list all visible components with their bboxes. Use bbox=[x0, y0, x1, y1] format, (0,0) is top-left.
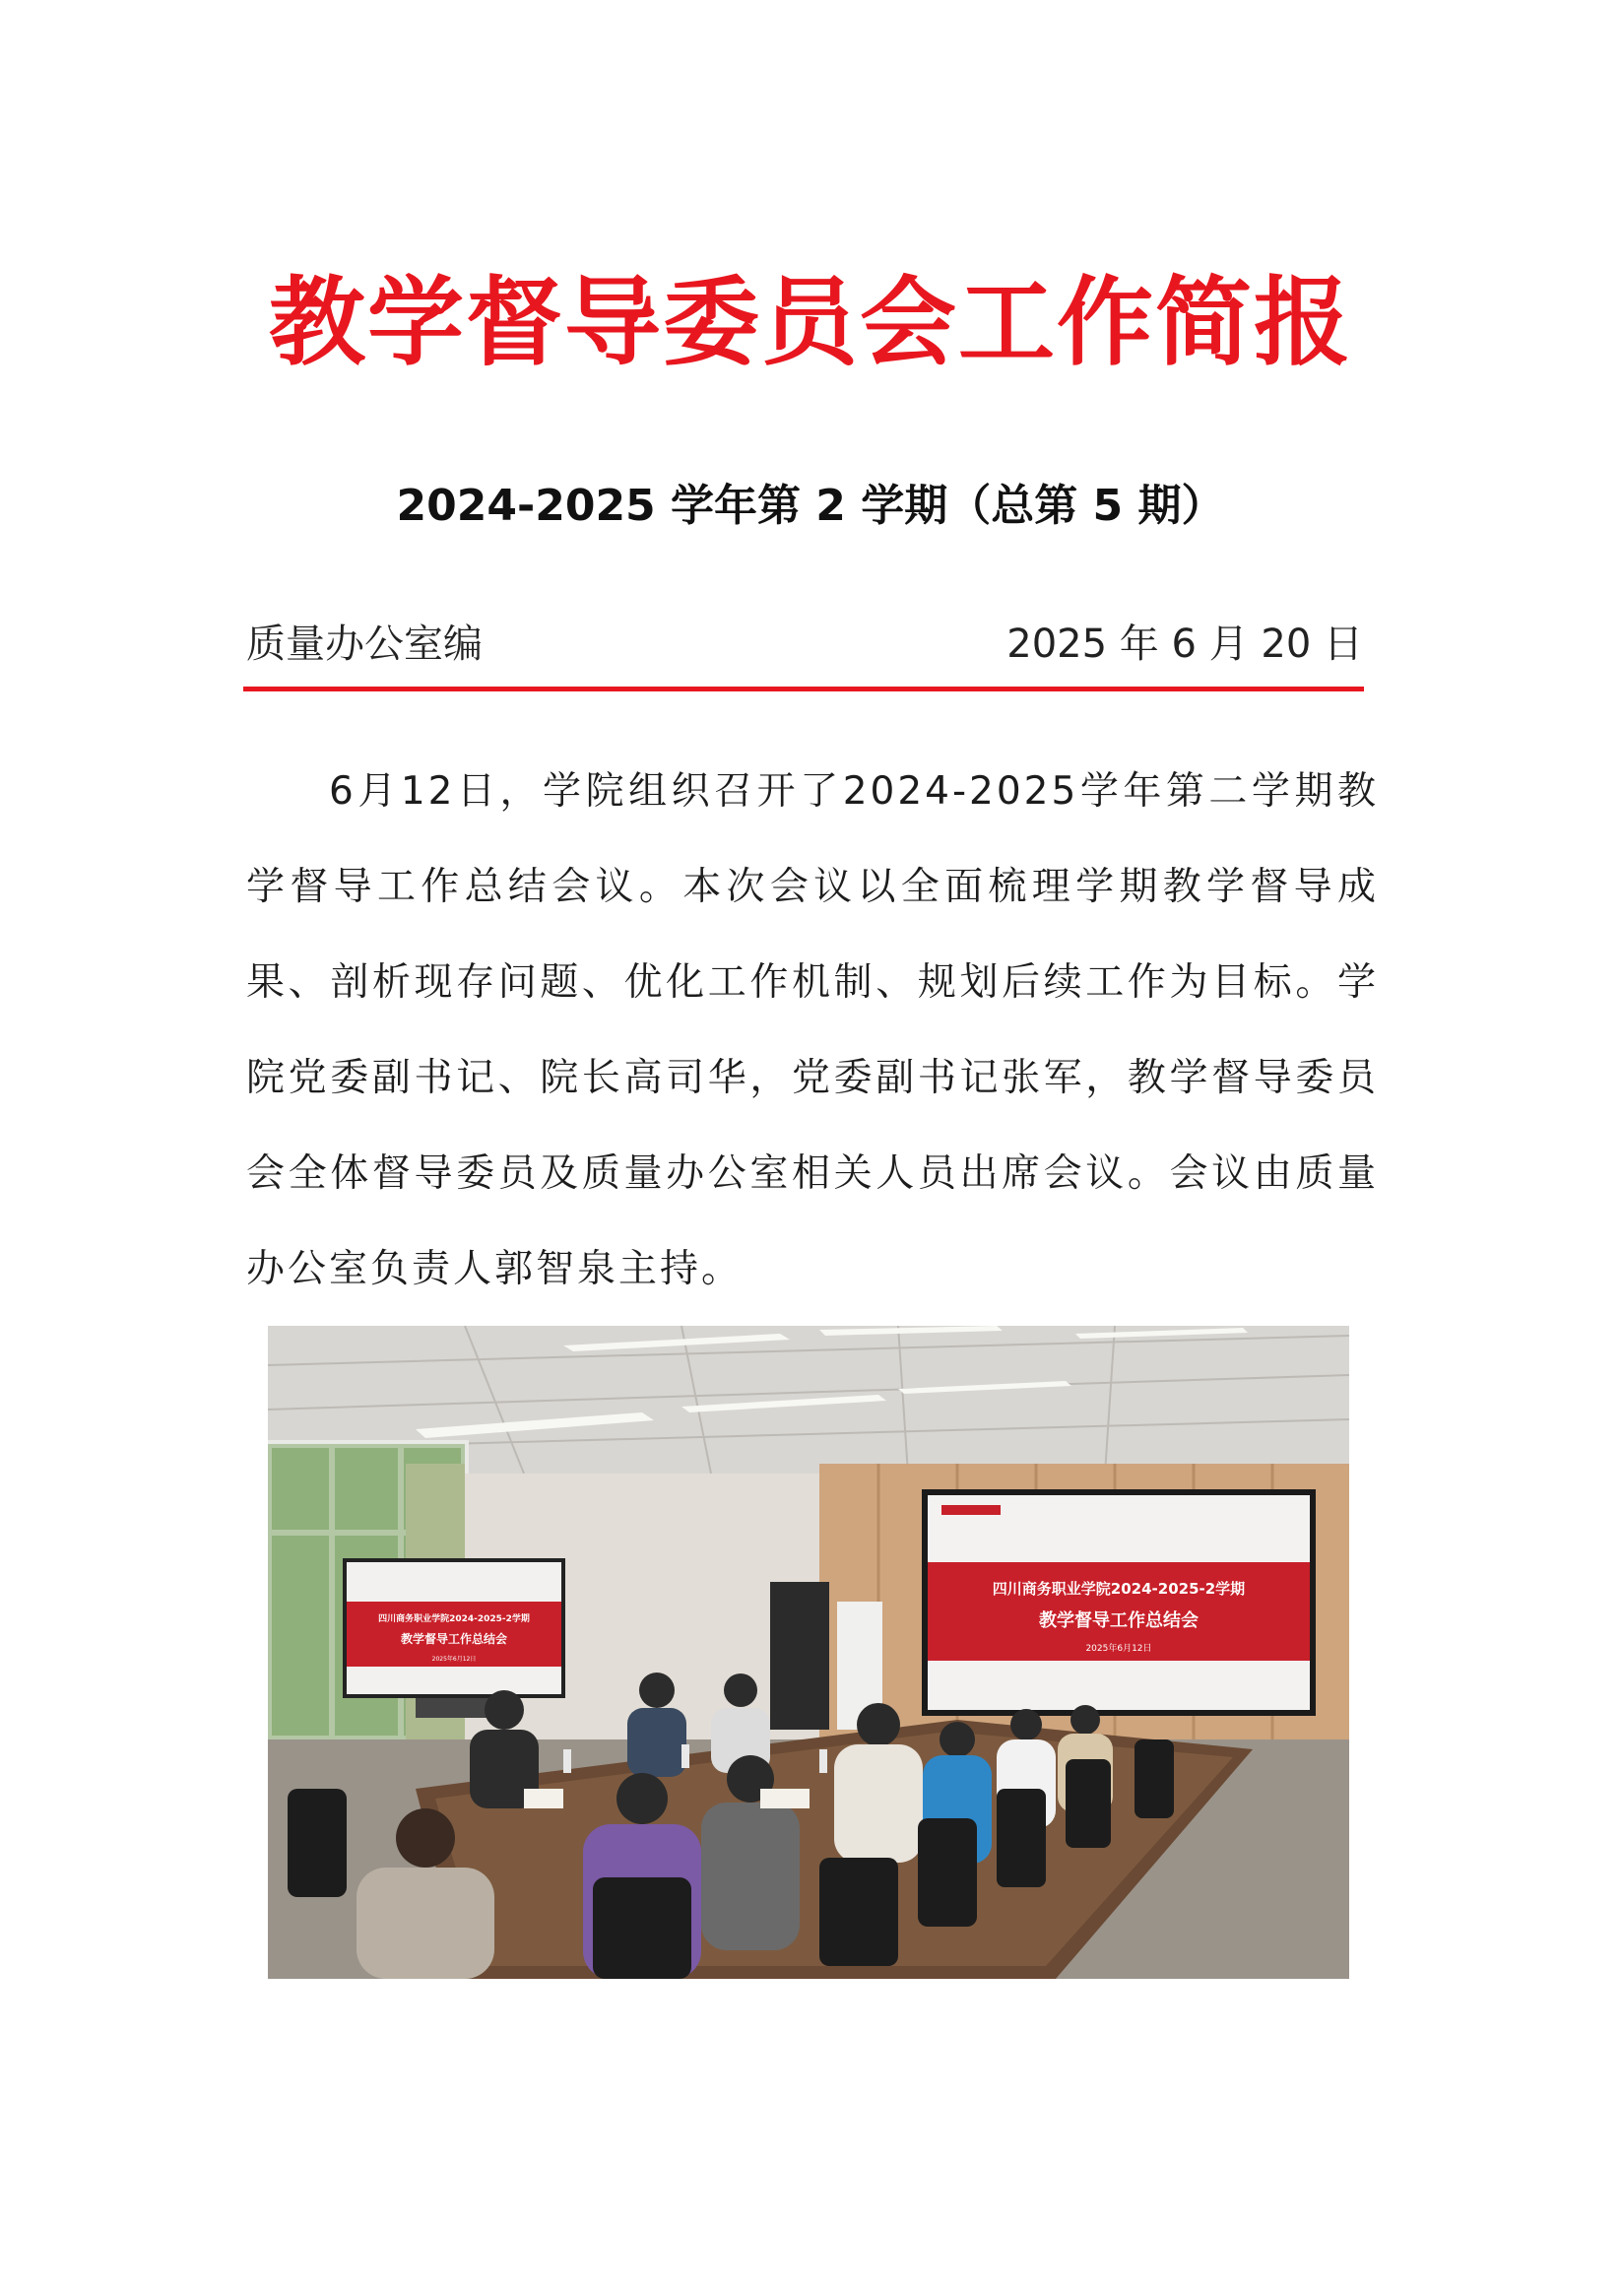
article-paragraph: 6月12日，学院组织召开了2024-2025学年第二学期教学督导工作总结会议。本次会议以全面梳理学期教学督导成果、剖析现存问题、优化工作机制、规划后续工作为目标。学院党委副书记、院长高司华，党委副书记张军，教学督导委员会全体督导委员及质量办公室相关人员出席会议。会议由质量办公室负责人郭智泉主持。 bbox=[246, 769, 1379, 1291]
header-divider bbox=[243, 687, 1364, 691]
issue-subtitle: 2024-2025 学年第 2 学期（总第 5 期） bbox=[396, 481, 1225, 531]
screen-right-line1: 四川商务职业学院2024-2025-2学期 bbox=[992, 1580, 1246, 1598]
screen-right-date: 2025年6月12日 bbox=[1085, 1644, 1152, 1654]
editor-label: 质量办公室编 bbox=[246, 622, 483, 667]
publish-date: 2025 年 6 月 20 日 bbox=[1006, 622, 1363, 667]
screen-right-line2: 教学督导工作总结会 bbox=[1039, 1610, 1199, 1631]
screen-left-date: 2025年6月12日 bbox=[431, 1656, 477, 1663]
newsletter-title: 教学督导委员会工作简报 bbox=[268, 266, 1352, 379]
screen-left-line1: 四川商务职业学院2024-2025-2学期 bbox=[378, 1614, 530, 1624]
screen-left-line2: 教学督导工作总结会 bbox=[400, 1632, 508, 1646]
meeting-photo bbox=[268, 1326, 1349, 1979]
